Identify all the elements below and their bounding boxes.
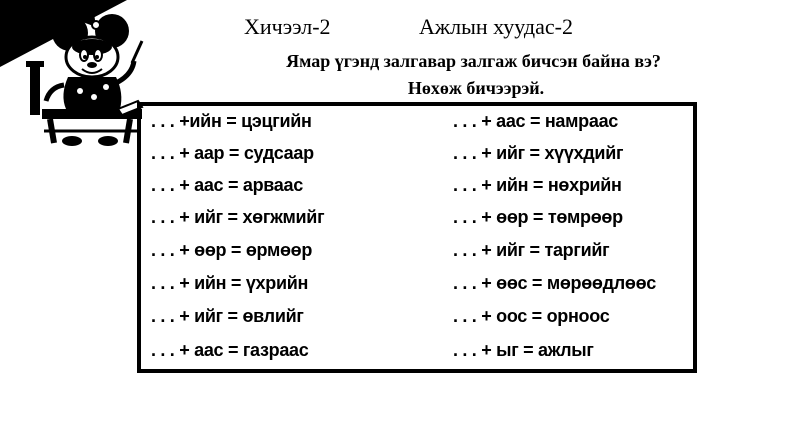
exercise-item-right: . . . + ийг = таргийг [453,240,610,260]
exercise-row [141,202,693,232]
exercise-item-left: . . . + ийг = хөгжмийг [151,207,325,227]
exercise-item-right: . . . + ыг = ажлыг [453,340,594,360]
exercise-row [141,268,693,298]
question-line-2: Нөхөж бичээрэй. [407,78,545,98]
exercise-item-right: . . . + оос = орноос [453,306,610,326]
exercise-item-right: . . . + ийг = хүүхдийг [453,143,624,163]
exercise-box [137,102,697,373]
worksheet-title: Ажлын хуудас-2 [419,14,573,39]
exercise-item-left: . . . + аас = арваас [151,175,303,195]
exercise-item-right: . . . + ийн = нөхрийн [453,175,622,195]
exercise-item-left: . . . + аас = газраас [151,340,309,360]
exercise-row [141,301,693,331]
exercise-item-left: . . . + ийн = үхрийн [151,273,309,293]
exercise-row [141,170,693,200]
exercise-item-right: . . . + аас = намраас [453,111,618,131]
exercise-row [141,335,693,365]
lesson-title: Хичээл-2 [244,14,331,39]
exercise-item-left: . . . + өөр = өрмөөр [151,240,313,260]
worksheet-header [244,14,573,40]
exercise-item-left: . . . +ийн = цэцгийн [151,111,312,131]
exercise-item-left: . . . + ийг = өвлийг [151,306,304,326]
exercise-item-left: . . . + аар = судсаар [151,143,314,163]
exercise-row [141,235,693,265]
exercise-item-right: . . . + өөс = мөрөөдлөөс [453,273,656,293]
question-line-1: Ямар үгэнд залгавар залгаж бичсэн байна вэ? [286,51,661,71]
exercise-row [141,106,693,136]
cartoon-mouse-student-at-desk-icon [20,5,148,147]
exercise-item-right: . . . + өөр = төмрөөр [453,207,623,227]
exercise-row [141,138,693,168]
